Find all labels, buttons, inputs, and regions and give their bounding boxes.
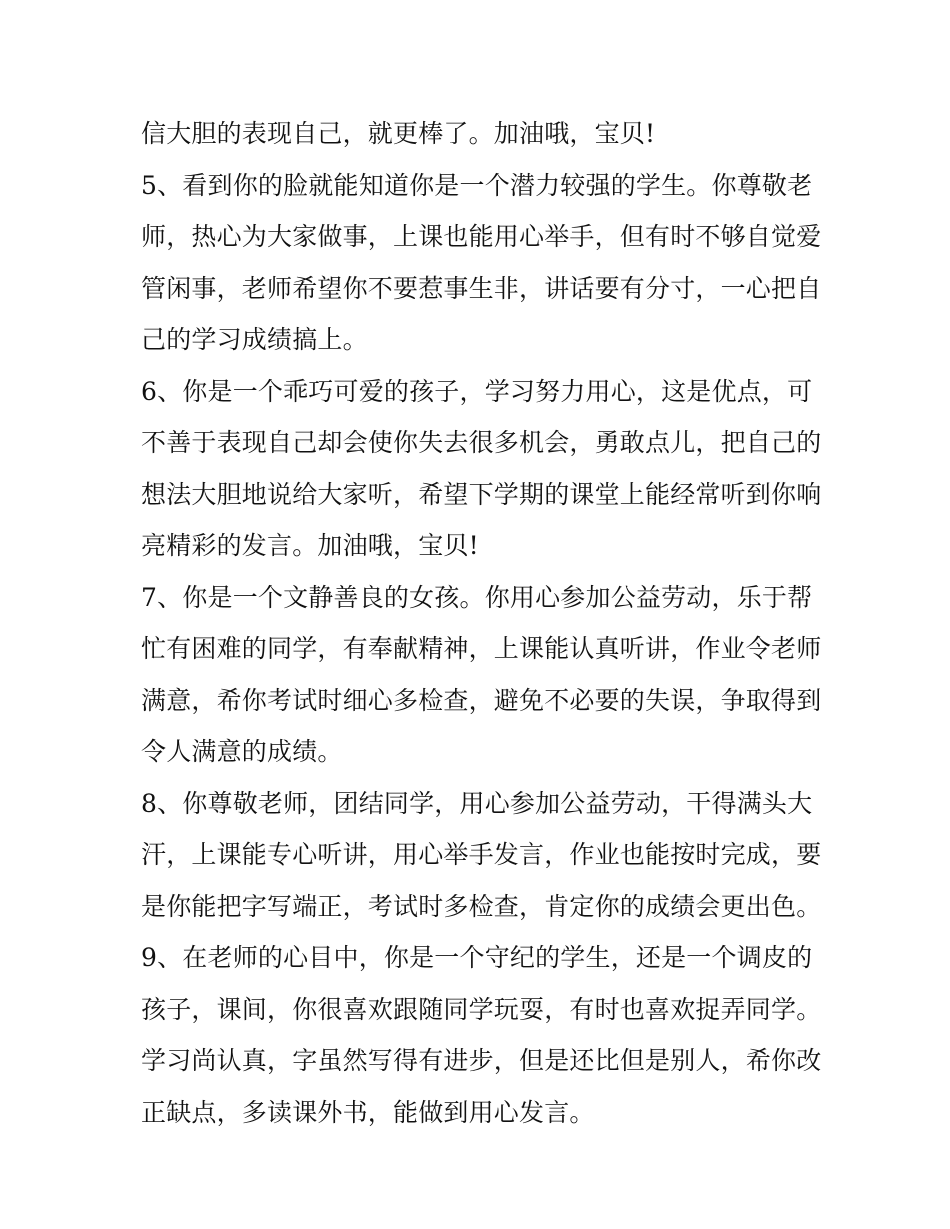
document-body-text — [141, 108, 821, 1138]
text-line: 信大胆的表现自己，就更棒了。加油哦，宝贝! — [141, 119, 656, 148]
text-line: 9、在老师的心目中，你是一个守纪的学生，还是一个调皮的 — [141, 943, 813, 972]
text-line: 8、你尊敬老师，团结同学，用心参加公益劳动，干得满头大 — [141, 788, 813, 818]
text-line: 不善于表现自己却会使你失去很多机会，勇敢点儿，把自己的 — [141, 428, 822, 457]
text-line: 7、你是一个文静善良的女孩。你用心参加公益劳动，乐于帮 — [141, 582, 813, 612]
text-line: 满意，希你考试时细心多检查，避免不必要的失误，争取得到 — [141, 685, 822, 715]
text-line: 正缺点，多读课外书，能做到用心发言。 — [141, 1097, 595, 1127]
text-line: 忙有困难的同学，有奉献精神，上课能认真听讲，作业令老师 — [141, 634, 822, 663]
text-line: 亮精彩的发言。加油哦，宝贝! — [141, 531, 479, 560]
text-line: 5、看到你的脸就能知道你是一个潜力较强的学生。你尊敬老 — [141, 170, 813, 200]
text-line: 学习尚认真，字虽然写得有进步，但是还比但是别人，希你改 — [141, 1046, 822, 1075]
text-line: 管闲事，老师希望你不要惹事生非，讲话要有分寸，一心把自 — [141, 273, 822, 303]
text-line: 汗，上课能专心听讲，用心举手发言，作业也能按时完成，要 — [141, 840, 822, 869]
text-line: 6、你是一个乖巧可爱的孩子，学习努力用心，这是优点，可 — [141, 376, 813, 406]
text-line: 孩子，课间，你很喜欢跟随同学玩耍，有时也喜欢捉弄同学。 — [141, 994, 822, 1024]
text-line: 师，热心为大家做事，上课也能用心举手，但有时不够自觉爱 — [141, 222, 822, 251]
text-line: 令人满意的成绩。 — [141, 737, 343, 766]
text-line: 是你能把字写端正，考试时多检查，肯定你的成绩会更出色。 — [141, 891, 822, 921]
text-line: 己的学习成绩搞上。 — [141, 325, 368, 354]
text-line: 想法大胆地说给大家听，希望下学期的课堂上能经常听到你响 — [141, 479, 822, 509]
